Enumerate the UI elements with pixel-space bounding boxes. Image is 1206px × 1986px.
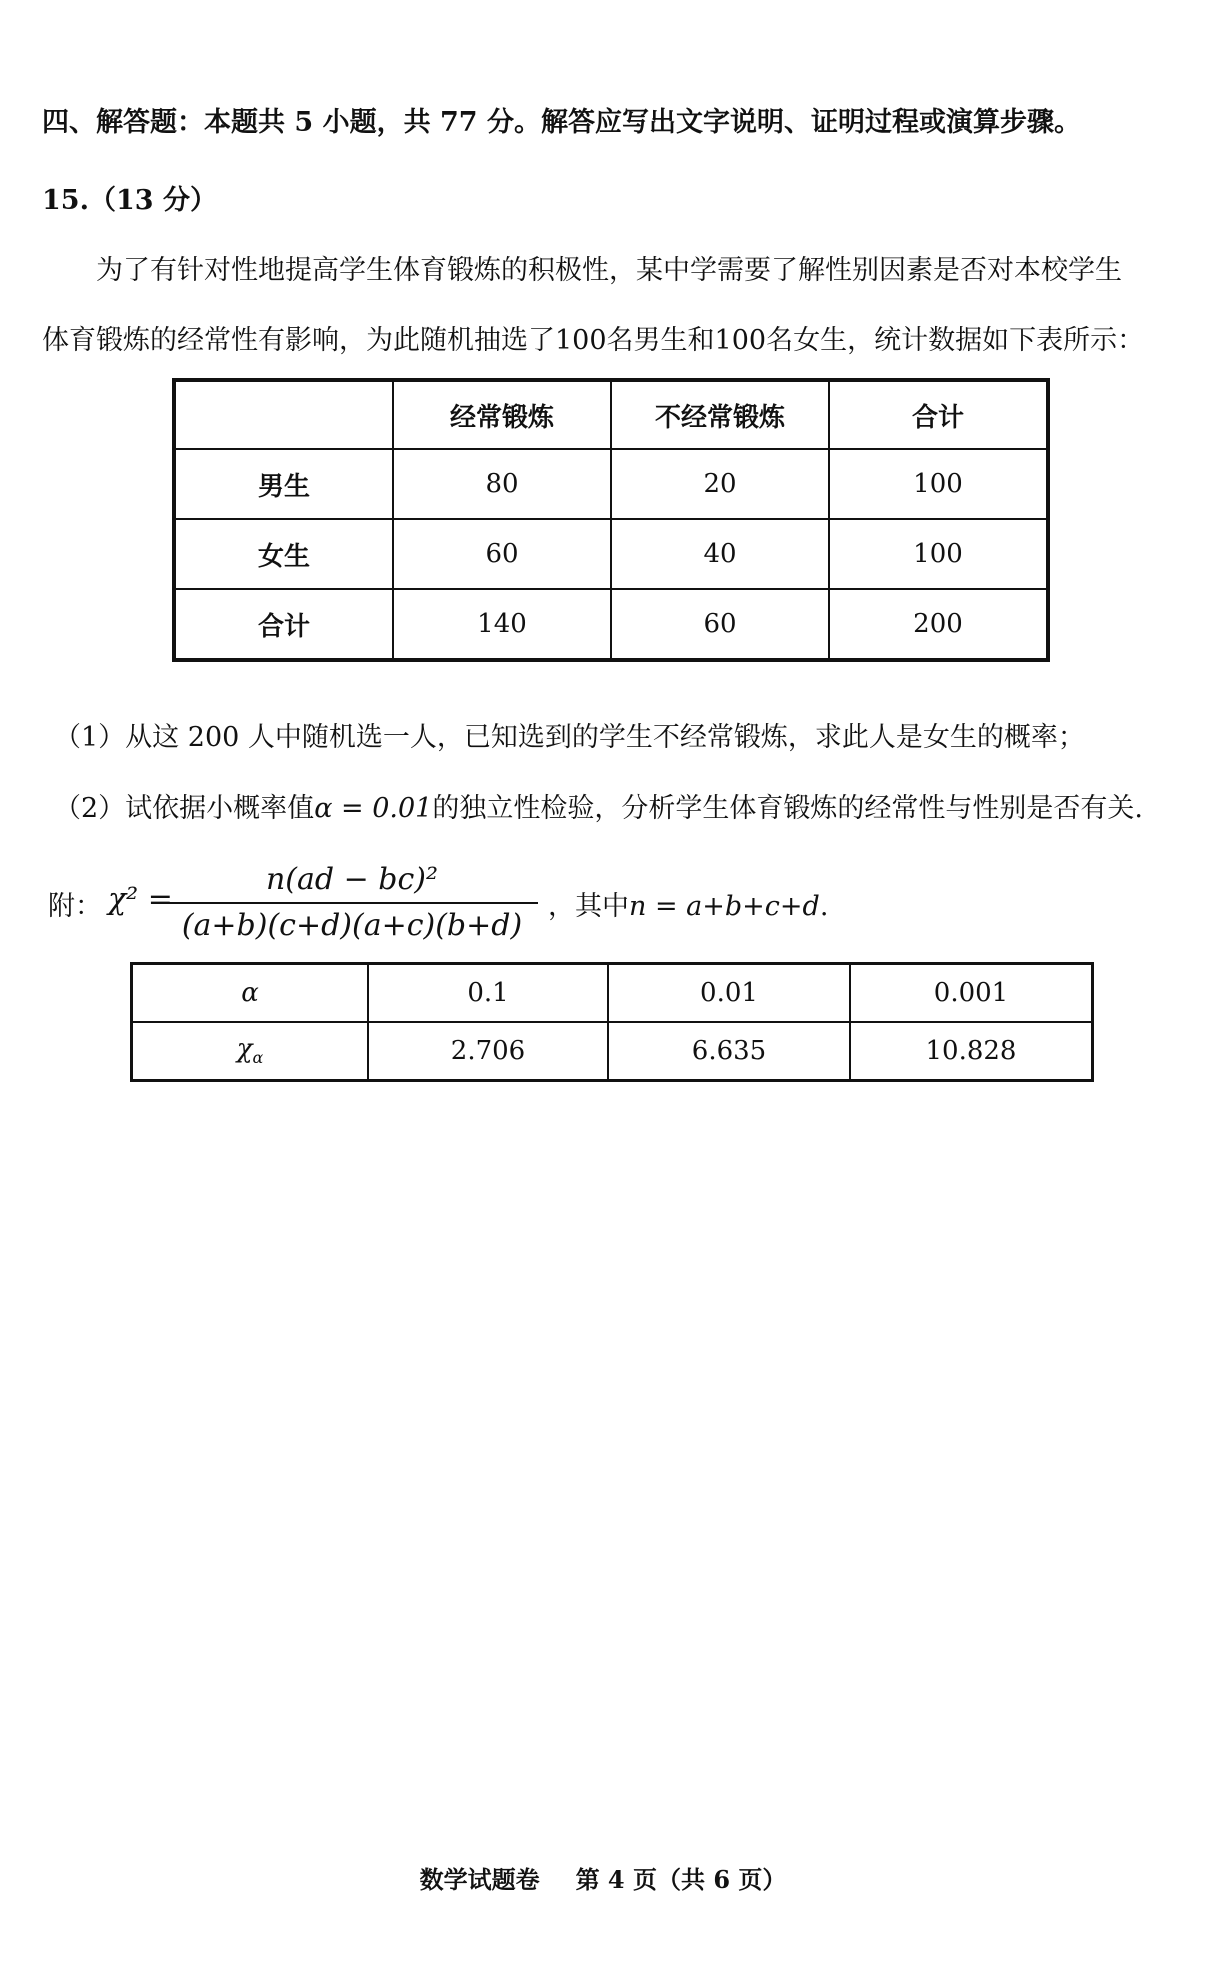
- formula-note-math: n = a+b+c+d: [629, 891, 820, 922]
- chi-label: [132, 1022, 369, 1081]
- table-header-cell: 合计: [829, 380, 1048, 449]
- table-cell: 10.828: [850, 1022, 1093, 1081]
- formula-note-prefix: ，其中: [548, 891, 629, 922]
- table-row: [174, 589, 1048, 660]
- table-cell: 140: [393, 589, 611, 660]
- exam-name: 数学试题卷: [419, 1865, 540, 1894]
- question-2-text: 的独立性检验，分析学生体育锻炼的经常性与性别是否有关.: [432, 793, 1143, 824]
- question-2: [54, 786, 1143, 825]
- chi-subscript: α: [252, 1048, 264, 1068]
- table-header-cell: 经常锻炼: [393, 380, 611, 449]
- table-cell: 100: [829, 519, 1048, 589]
- table-cell: 6.635: [608, 1022, 850, 1081]
- survey-table: [172, 378, 1050, 662]
- table-row: [132, 1022, 1093, 1081]
- table-cell: 200: [829, 589, 1048, 660]
- formula-denominator: (a+b)(c+d)(a+c)(b+d): [181, 908, 523, 943]
- problem-intro-line-2: 体育锻炼的经常性有影响，为此随机抽选了100名男生和100名女生，统计数据如下表所示：: [42, 325, 1145, 356]
- table-header-row: [174, 380, 1048, 449]
- question-2-text: （2）试依据小概率值: [54, 793, 315, 824]
- formula-note: [548, 884, 828, 923]
- table-row-label: 女生: [174, 519, 393, 589]
- table-cell: 0.1: [368, 964, 608, 1023]
- table-row: [174, 519, 1048, 589]
- table-row-label: 合计: [174, 589, 393, 660]
- fraction-bar: [166, 902, 538, 904]
- question-1: （1）从这 200 人中随机选一人，已知选到的学生不经常锻炼，求此人是女生的概率；: [54, 722, 1085, 753]
- page-number: 第 4 页（共 6 页）: [575, 1865, 787, 1894]
- table-row: [174, 449, 1048, 519]
- page-footer: [0, 1860, 1206, 1895]
- appendix-label: 附：: [48, 891, 102, 922]
- table-row: [132, 964, 1093, 1023]
- table-header-cell: 不经常锻炼: [611, 380, 829, 449]
- table-row-label: 男生: [174, 449, 393, 519]
- table-cell: 100: [829, 449, 1048, 519]
- table-header-cell: [174, 380, 393, 449]
- table-cell: 20: [611, 449, 829, 519]
- formula-note-suffix: .: [819, 891, 829, 922]
- table-cell: 0.01: [608, 964, 850, 1023]
- table-cell: 60: [393, 519, 611, 589]
- alpha-value: α = 0.01: [314, 793, 433, 824]
- table-cell: 0.001: [850, 964, 1093, 1023]
- table-cell: 2.706: [368, 1022, 608, 1081]
- table-cell: 60: [611, 589, 829, 660]
- formula-fraction: [166, 860, 538, 946]
- problem-intro-line-1: 为了有针对性地提高学生体育锻炼的积极性，某中学需要了解性别因素是否对本校学生: [96, 255, 1122, 286]
- critical-value-table: [130, 962, 1094, 1082]
- formula-lhs: χ² =: [108, 882, 173, 917]
- alpha-label: α: [132, 964, 369, 1023]
- section-heading: 四、解答题：本题共 5 小题，共 77 分。解答应写出文字说明、证明过程或演算步骤。: [42, 107, 1081, 138]
- formula-numerator: n(ad − bc)²: [265, 862, 439, 897]
- table-cell: 80: [393, 449, 611, 519]
- chi-symbol: χ: [236, 1034, 253, 1065]
- appendix-formula: [48, 860, 1048, 950]
- problem-number: 15.（13 分）: [42, 185, 217, 216]
- table-cell: 40: [611, 519, 829, 589]
